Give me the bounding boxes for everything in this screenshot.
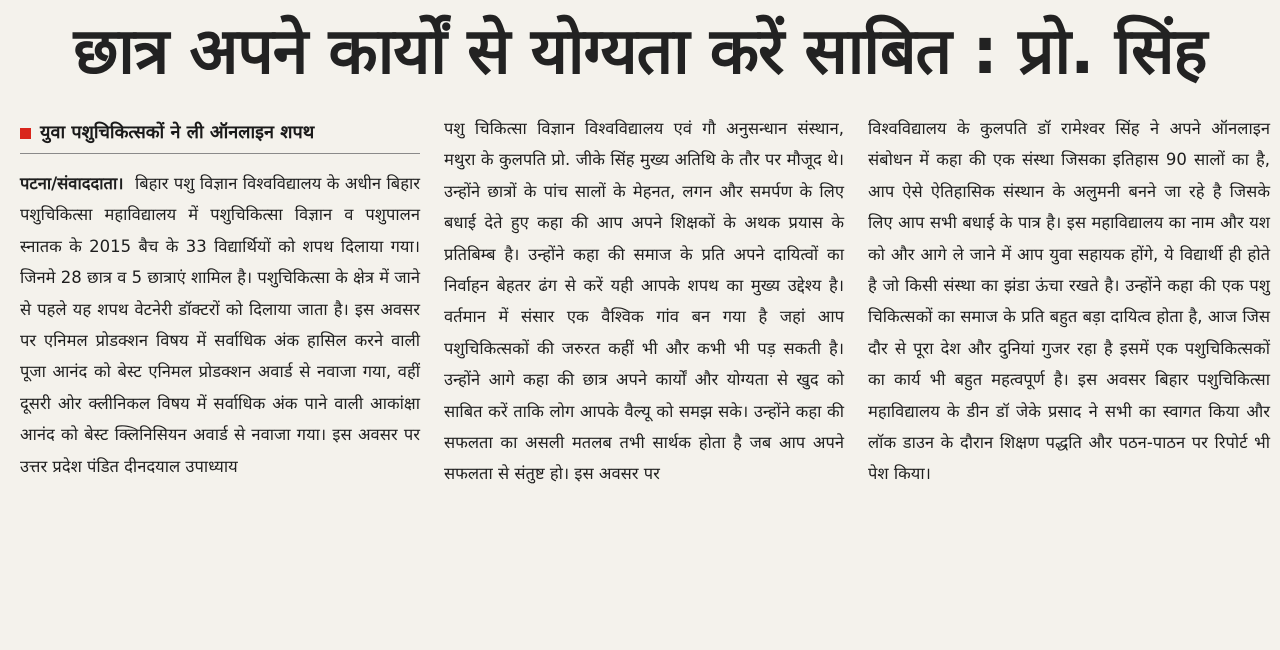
column-3-text: विश्वविद्यालय के कुलपति डॉ रामेश्वर सिंह ने अपने ऑनलाइन संबोधन में कहा की एक संस्था जिसका इतिहास 90 सालों का है, आप ऐसे ऐतिहासिक संस्थान के अलुमनी बनने जा रहे है जिसके लिए आप सभी बधाई के पात्र है। इस महाविद्यालय का नाम और यश को और आगे ले जाने में आप युवा सहायक होंगे, ये विद्यार्थी ही होते है जो किसी संस्था का झंडा ऊंचा रखते है। उन्होंने कहा की एक पशु चिकित्सकों का समाज के प्रति बहुत बड़ा दायित्व होता है, आज जिस दौर से पूरा देश और दुनियां गुजर रहा है इसमें एक पशुचिकित्सकों का कार्य भी बहुत महत्वपूर्ण है। इस अवसर बिहार पशुचिकित्सा महाविद्यालय के डीन डॉ जेके प्रसाद ने सभी का स्वागत किया और लॉक डाउन के दौरान शिक्षण पद्धति और पठन-पाठन पर रिपोर्ट भी पेश किया। [868,119,1270,484]
article-column-3 [868,113,1270,490]
column-1-text: बिहार पशु विज्ञान विश्वविद्यालय के अधीन बिहार पशुचिकित्सा महाविद्यालय में पशुचिकित्सा विज्ञान व पशुपालन स्नातक के 2015 बैच के 33 विद्यार्थियों को शपथ दिलाया गया। जिनमे 28 छात्र व 5 छात्राएं शामिल है। पशुचिकित्सा के क्षेत्र में जाने से पहले यह शपथ वेटनेरी डॉक्टरों को दिलाया जाता है। इस अवसर पर एनिमल प्रोडक्शन विषय में सर्वाधिक अंक हासिल करने वाली पूजा आनंद को बेस्ट एनिमल प्रोडक्शन अवार्ड से नवाजा गया, वहीं दूसरी ओर क्लीनिकल विषय में सर्वाधिक अंक पाने वाली आकांक्षा आनंद को बेस्ट क्लिनिसियन अवार्ड से नवाजा गया। इस अवसर पर उत्तर प्रदेश पंडित दीनदयाल उपाध्याय [20,174,420,476]
kicker-text: युवा पशुचिकित्सकों ने ली ऑनलाइन शपथ [40,122,315,144]
column-2-text: पशु चिकित्सा विज्ञान विश्वविद्यालय एवं गौ अनुसन्धान संस्थान, मथुरा के कुलपति प्रो. जीके सिंह मुख्य अतिथि के तौर पर मौजूद थे। उन्होंने छात्रों के पांच सालों के मेहनत, लगन और समर्पण के लिए बधाई देते हुए कहा की आप अपने शिक्षकों के अथक प्रयास के प्रतिबिम्ब है। उन्होंने कहा की समाज के प्रति अपने दायित्वों का निर्वाहन बेहतर ढंग से करें यही आपके शपथ का मुख्य उद्देश्य है। वर्तमान में संसार एक वैश्विक गांव बन गया है जहां आप पशुचिकित्सकों की जरुरत कहीं भी और कभी भी पड़ सकती है। उन्होंने आगे कहा की छात्र अपने कार्यों और योग्यता से खुद को साबित करें ताकि लोग आपके वैल्यू को समझ सके। उन्होंने कहा की सफलता का असली मतलब तभी सार्थक होता है जब आप अपने सफलता से संतुष्ट हो। इस अवसर पर [444,119,844,484]
article-headline: छात्र अपने कार्यों से योग्यता करें साबित : प्रो. सिंह [73,15,1207,89]
article-column-1 [20,113,420,482]
article-kicker [20,113,420,154]
column-1-paragraph [20,168,420,482]
article-column-2 [444,113,844,490]
red-square-bullet-icon [20,128,31,139]
article-dateline: पटना/संवाददाता। [20,174,124,193]
